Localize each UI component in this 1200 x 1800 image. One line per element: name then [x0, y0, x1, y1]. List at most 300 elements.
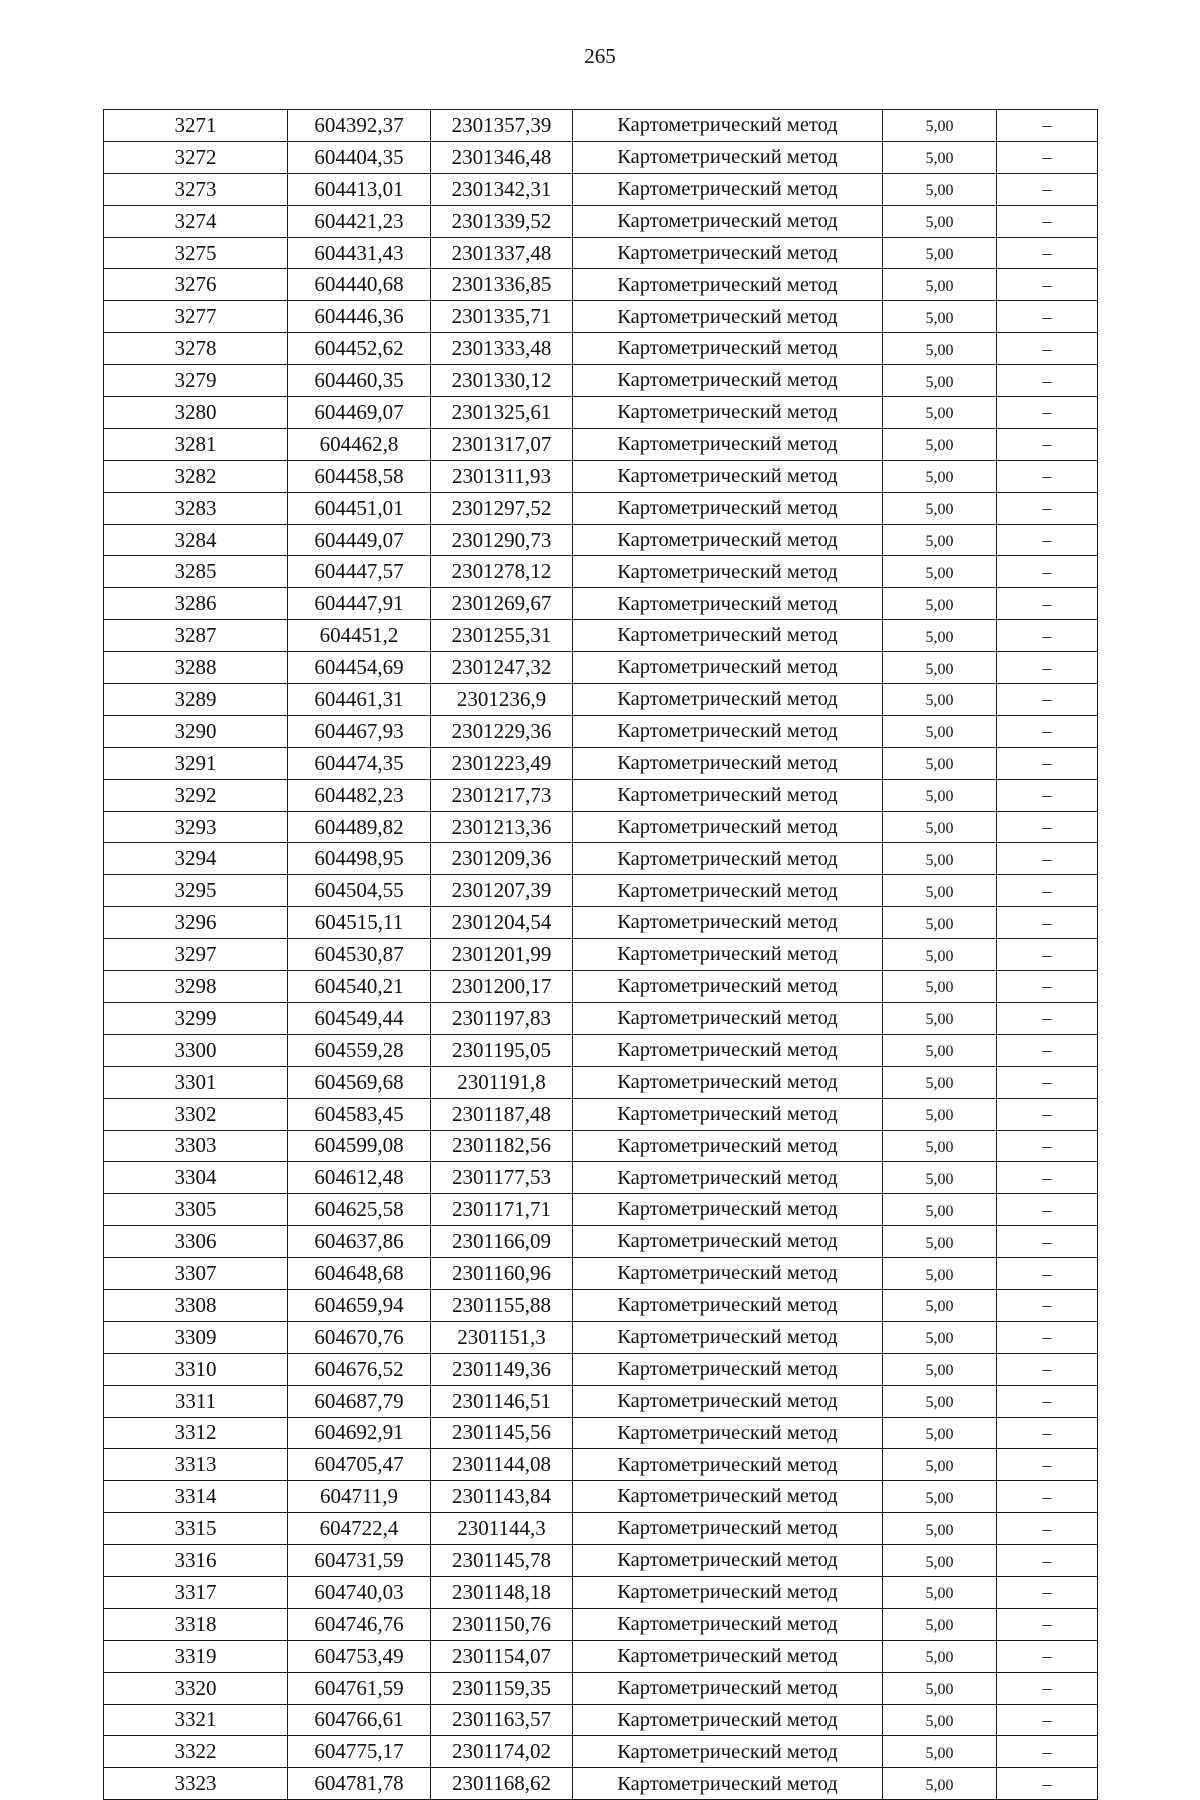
coordinates-table-body — [104, 110, 1098, 1800]
y-coordinate-cell: 2301150,76 — [431, 1608, 573, 1640]
point-number-cell: 3311 — [104, 1385, 288, 1417]
note-cell: – — [997, 1417, 1098, 1449]
x-coordinate-cell: 604687,79 — [288, 1385, 431, 1417]
point-number-cell: 3273 — [104, 173, 288, 205]
note-cell: – — [997, 1736, 1098, 1768]
point-number-cell: 3312 — [104, 1417, 288, 1449]
coordinates-table — [103, 109, 1098, 1800]
point-number-cell: 3305 — [104, 1194, 288, 1226]
y-coordinate-cell: 2301146,51 — [431, 1385, 573, 1417]
x-coordinate-cell: 604413,01 — [288, 173, 431, 205]
method-cell: Картометрический метод — [573, 588, 883, 620]
x-coordinate-cell: 604711,9 — [288, 1481, 431, 1513]
mean-square-error-cell: 5,00 — [883, 1258, 997, 1290]
y-coordinate-cell: 2301159,35 — [431, 1672, 573, 1704]
mean-square-error-cell: 5,00 — [883, 588, 997, 620]
mean-square-error-cell: 5,00 — [883, 715, 997, 747]
point-number-cell: 3289 — [104, 684, 288, 716]
point-number-cell: 3308 — [104, 1289, 288, 1321]
x-coordinate-cell: 604469,07 — [288, 397, 431, 429]
table-row — [104, 1002, 1098, 1034]
y-coordinate-cell: 2301236,9 — [431, 684, 573, 716]
table-row — [104, 1034, 1098, 1066]
table-row — [104, 205, 1098, 237]
method-cell: Картометрический метод — [573, 1449, 883, 1481]
x-coordinate-cell: 604431,43 — [288, 237, 431, 269]
method-cell: Картометрический метод — [573, 141, 883, 173]
x-coordinate-cell: 604753,49 — [288, 1640, 431, 1672]
point-number-cell: 3313 — [104, 1449, 288, 1481]
y-coordinate-cell: 2301160,96 — [431, 1258, 573, 1290]
mean-square-error-cell: 5,00 — [883, 1417, 997, 1449]
y-coordinate-cell: 2301269,67 — [431, 588, 573, 620]
point-number-cell: 3309 — [104, 1321, 288, 1353]
y-coordinate-cell: 2301149,36 — [431, 1353, 573, 1385]
table-row — [104, 110, 1098, 142]
method-cell: Картометрический метод — [573, 907, 883, 939]
y-coordinate-cell: 2301174,02 — [431, 1736, 573, 1768]
y-coordinate-cell: 2301207,39 — [431, 875, 573, 907]
method-cell: Картометрический метод — [573, 1576, 883, 1608]
point-number-cell: 3318 — [104, 1608, 288, 1640]
mean-square-error-cell: 5,00 — [883, 556, 997, 588]
y-coordinate-cell: 2301357,39 — [431, 110, 573, 142]
mean-square-error-cell: 5,00 — [883, 460, 997, 492]
mean-square-error-cell: 5,00 — [883, 1321, 997, 1353]
note-cell: – — [997, 588, 1098, 620]
mean-square-error-cell: 5,00 — [883, 620, 997, 652]
method-cell: Картометрический метод — [573, 269, 883, 301]
table-row — [104, 397, 1098, 429]
note-cell: – — [997, 843, 1098, 875]
mean-square-error-cell: 5,00 — [883, 684, 997, 716]
table-row — [104, 1736, 1098, 1768]
note-cell: – — [997, 556, 1098, 588]
mean-square-error-cell: 5,00 — [883, 1704, 997, 1736]
table-row — [104, 747, 1098, 779]
note-cell: – — [997, 1640, 1098, 1672]
table-row — [104, 1098, 1098, 1130]
mean-square-error-cell: 5,00 — [883, 1768, 997, 1800]
x-coordinate-cell: 604452,62 — [288, 333, 431, 365]
method-cell: Картометрический метод — [573, 1130, 883, 1162]
table-row — [104, 1672, 1098, 1704]
point-number-cell: 3315 — [104, 1513, 288, 1545]
point-number-cell: 3290 — [104, 715, 288, 747]
mean-square-error-cell: 5,00 — [883, 1672, 997, 1704]
y-coordinate-cell: 2301337,48 — [431, 237, 573, 269]
mean-square-error-cell: 5,00 — [883, 971, 997, 1003]
method-cell: Картометрический метод — [573, 939, 883, 971]
table-row — [104, 269, 1098, 301]
mean-square-error-cell: 5,00 — [883, 1385, 997, 1417]
point-number-cell: 3287 — [104, 620, 288, 652]
table-row — [104, 652, 1098, 684]
table-row — [104, 1385, 1098, 1417]
table-row — [104, 1704, 1098, 1736]
y-coordinate-cell: 2301177,53 — [431, 1162, 573, 1194]
note-cell: – — [997, 1321, 1098, 1353]
note-cell: – — [997, 779, 1098, 811]
x-coordinate-cell: 604692,91 — [288, 1417, 431, 1449]
table-row — [104, 1130, 1098, 1162]
mean-square-error-cell: 5,00 — [883, 333, 997, 365]
point-number-cell: 3288 — [104, 652, 288, 684]
y-coordinate-cell: 2301143,84 — [431, 1481, 573, 1513]
y-coordinate-cell: 2301346,48 — [431, 141, 573, 173]
y-coordinate-cell: 2301213,36 — [431, 811, 573, 843]
note-cell: – — [997, 205, 1098, 237]
y-coordinate-cell: 2301336,85 — [431, 269, 573, 301]
table-row — [104, 460, 1098, 492]
x-coordinate-cell: 604404,35 — [288, 141, 431, 173]
table-row — [104, 1289, 1098, 1321]
x-coordinate-cell: 604659,94 — [288, 1289, 431, 1321]
point-number-cell: 3272 — [104, 141, 288, 173]
y-coordinate-cell: 2301163,57 — [431, 1704, 573, 1736]
mean-square-error-cell: 5,00 — [883, 524, 997, 556]
y-coordinate-cell: 2301204,54 — [431, 907, 573, 939]
table-row — [104, 588, 1098, 620]
mean-square-error-cell: 5,00 — [883, 1640, 997, 1672]
point-number-cell: 3276 — [104, 269, 288, 301]
y-coordinate-cell: 2301187,48 — [431, 1098, 573, 1130]
point-number-cell: 3274 — [104, 205, 288, 237]
y-coordinate-cell: 2301209,36 — [431, 843, 573, 875]
table-row — [104, 1608, 1098, 1640]
method-cell: Картометрический метод — [573, 1321, 883, 1353]
point-number-cell: 3314 — [104, 1481, 288, 1513]
note-cell: – — [997, 524, 1098, 556]
y-coordinate-cell: 2301335,71 — [431, 301, 573, 333]
note-cell: – — [997, 939, 1098, 971]
method-cell: Картометрический метод — [573, 1704, 883, 1736]
method-cell: Картометрический метод — [573, 556, 883, 588]
y-coordinate-cell: 2301145,78 — [431, 1545, 573, 1577]
y-coordinate-cell: 2301144,3 — [431, 1513, 573, 1545]
method-cell: Картометрический метод — [573, 684, 883, 716]
method-cell: Картометрический метод — [573, 428, 883, 460]
point-number-cell: 3279 — [104, 365, 288, 397]
mean-square-error-cell: 5,00 — [883, 1098, 997, 1130]
note-cell: – — [997, 1385, 1098, 1417]
note-cell: – — [997, 811, 1098, 843]
method-cell: Картометрический метод — [573, 301, 883, 333]
method-cell: Картометрический метод — [573, 811, 883, 843]
point-number-cell: 3283 — [104, 492, 288, 524]
table-row — [104, 811, 1098, 843]
point-number-cell: 3277 — [104, 301, 288, 333]
table-row — [104, 1545, 1098, 1577]
x-coordinate-cell: 604461,31 — [288, 684, 431, 716]
note-cell: – — [997, 1704, 1098, 1736]
y-coordinate-cell: 2301229,36 — [431, 715, 573, 747]
note-cell: – — [997, 110, 1098, 142]
mean-square-error-cell: 5,00 — [883, 237, 997, 269]
y-coordinate-cell: 2301200,17 — [431, 971, 573, 1003]
table-row — [104, 428, 1098, 460]
y-coordinate-cell: 2301339,52 — [431, 205, 573, 237]
table-row — [104, 1576, 1098, 1608]
note-cell: – — [997, 237, 1098, 269]
table-row — [104, 779, 1098, 811]
note-cell: – — [997, 1353, 1098, 1385]
table-row — [104, 1640, 1098, 1672]
note-cell: – — [997, 333, 1098, 365]
x-coordinate-cell: 604467,93 — [288, 715, 431, 747]
note-cell: – — [997, 1098, 1098, 1130]
y-coordinate-cell: 2301182,56 — [431, 1130, 573, 1162]
mean-square-error-cell: 5,00 — [883, 1130, 997, 1162]
mean-square-error-cell: 5,00 — [883, 907, 997, 939]
point-number-cell: 3294 — [104, 843, 288, 875]
note-cell: – — [997, 907, 1098, 939]
point-number-cell: 3302 — [104, 1098, 288, 1130]
note-cell: – — [997, 1002, 1098, 1034]
x-coordinate-cell: 604549,44 — [288, 1002, 431, 1034]
mean-square-error-cell: 5,00 — [883, 779, 997, 811]
x-coordinate-cell: 604498,95 — [288, 843, 431, 875]
method-cell: Картометрический метод — [573, 1034, 883, 1066]
x-coordinate-cell: 604775,17 — [288, 1736, 431, 1768]
table-row — [104, 173, 1098, 205]
point-number-cell: 3292 — [104, 779, 288, 811]
point-number-cell: 3280 — [104, 397, 288, 429]
x-coordinate-cell: 604530,87 — [288, 939, 431, 971]
point-number-cell: 3304 — [104, 1162, 288, 1194]
point-number-cell: 3301 — [104, 1066, 288, 1098]
note-cell: – — [997, 1576, 1098, 1608]
point-number-cell: 3286 — [104, 588, 288, 620]
method-cell: Картометрический метод — [573, 365, 883, 397]
x-coordinate-cell: 604460,35 — [288, 365, 431, 397]
mean-square-error-cell: 5,00 — [883, 110, 997, 142]
y-coordinate-cell: 2301201,99 — [431, 939, 573, 971]
mean-square-error-cell: 5,00 — [883, 141, 997, 173]
mean-square-error-cell: 5,00 — [883, 1194, 997, 1226]
x-coordinate-cell: 604761,59 — [288, 1672, 431, 1704]
mean-square-error-cell: 5,00 — [883, 1736, 997, 1768]
mean-square-error-cell: 5,00 — [883, 397, 997, 429]
x-coordinate-cell: 604440,68 — [288, 269, 431, 301]
table-row — [104, 524, 1098, 556]
table-row — [104, 971, 1098, 1003]
table-row — [104, 843, 1098, 875]
note-cell: – — [997, 620, 1098, 652]
y-coordinate-cell: 2301223,49 — [431, 747, 573, 779]
point-number-cell: 3306 — [104, 1226, 288, 1258]
x-coordinate-cell: 604504,55 — [288, 875, 431, 907]
mean-square-error-cell: 5,00 — [883, 1545, 997, 1577]
point-number-cell: 3285 — [104, 556, 288, 588]
mean-square-error-cell: 5,00 — [883, 1162, 997, 1194]
note-cell: – — [997, 365, 1098, 397]
table-row — [104, 1353, 1098, 1385]
y-coordinate-cell: 2301171,71 — [431, 1194, 573, 1226]
y-coordinate-cell: 2301311,93 — [431, 460, 573, 492]
note-cell: – — [997, 1545, 1098, 1577]
mean-square-error-cell: 5,00 — [883, 939, 997, 971]
mean-square-error-cell: 5,00 — [883, 1353, 997, 1385]
table-row — [104, 1321, 1098, 1353]
method-cell: Картометрический метод — [573, 1002, 883, 1034]
point-number-cell: 3275 — [104, 237, 288, 269]
x-coordinate-cell: 604637,86 — [288, 1226, 431, 1258]
table-row — [104, 237, 1098, 269]
mean-square-error-cell: 5,00 — [883, 1034, 997, 1066]
note-cell: – — [997, 1449, 1098, 1481]
x-coordinate-cell: 604766,61 — [288, 1704, 431, 1736]
y-coordinate-cell: 2301145,56 — [431, 1417, 573, 1449]
table-row — [104, 907, 1098, 939]
note-cell: – — [997, 971, 1098, 1003]
y-coordinate-cell: 2301144,08 — [431, 1449, 573, 1481]
note-cell: – — [997, 684, 1098, 716]
x-coordinate-cell: 604599,08 — [288, 1130, 431, 1162]
point-number-cell: 3321 — [104, 1704, 288, 1736]
mean-square-error-cell: 5,00 — [883, 843, 997, 875]
table-row — [104, 1194, 1098, 1226]
mean-square-error-cell: 5,00 — [883, 1608, 997, 1640]
x-coordinate-cell: 604451,2 — [288, 620, 431, 652]
note-cell: – — [997, 269, 1098, 301]
note-cell: – — [997, 428, 1098, 460]
table-row — [104, 333, 1098, 365]
x-coordinate-cell: 604569,68 — [288, 1066, 431, 1098]
method-cell: Картометрический метод — [573, 779, 883, 811]
x-coordinate-cell: 604458,58 — [288, 460, 431, 492]
point-number-cell: 3323 — [104, 1768, 288, 1800]
mean-square-error-cell: 5,00 — [883, 652, 997, 684]
table-row — [104, 1481, 1098, 1513]
note-cell: – — [997, 1226, 1098, 1258]
method-cell: Картометрический метод — [573, 1640, 883, 1672]
table-row — [104, 875, 1098, 907]
method-cell: Картометрический метод — [573, 1194, 883, 1226]
point-number-cell: 3320 — [104, 1672, 288, 1704]
y-coordinate-cell: 2301195,05 — [431, 1034, 573, 1066]
table-row — [104, 1258, 1098, 1290]
method-cell: Картометрический метод — [573, 1417, 883, 1449]
method-cell: Картометрический метод — [573, 1736, 883, 1768]
x-coordinate-cell: 604454,69 — [288, 652, 431, 684]
method-cell: Картометрический метод — [573, 1098, 883, 1130]
note-cell: – — [997, 1768, 1098, 1800]
x-coordinate-cell: 604449,07 — [288, 524, 431, 556]
x-coordinate-cell: 604446,36 — [288, 301, 431, 333]
x-coordinate-cell: 604462,8 — [288, 428, 431, 460]
y-coordinate-cell: 2301217,73 — [431, 779, 573, 811]
mean-square-error-cell: 5,00 — [883, 1576, 997, 1608]
y-coordinate-cell: 2301197,83 — [431, 1002, 573, 1034]
x-coordinate-cell: 604781,78 — [288, 1768, 431, 1800]
point-number-cell: 3282 — [104, 460, 288, 492]
method-cell: Картометрический метод — [573, 1608, 883, 1640]
table-row — [104, 365, 1098, 397]
point-number-cell: 3278 — [104, 333, 288, 365]
x-coordinate-cell: 604447,57 — [288, 556, 431, 588]
x-coordinate-cell: 604746,76 — [288, 1608, 431, 1640]
method-cell: Картометрический метод — [573, 1672, 883, 1704]
table-row — [104, 492, 1098, 524]
note-cell: – — [997, 301, 1098, 333]
y-coordinate-cell: 2301325,61 — [431, 397, 573, 429]
note-cell: – — [997, 1672, 1098, 1704]
table-row — [104, 1768, 1098, 1800]
mean-square-error-cell: 5,00 — [883, 1289, 997, 1321]
mean-square-error-cell: 5,00 — [883, 492, 997, 524]
x-coordinate-cell: 604731,59 — [288, 1545, 431, 1577]
mean-square-error-cell: 5,00 — [883, 1066, 997, 1098]
method-cell: Картометрический метод — [573, 875, 883, 907]
point-number-cell: 3291 — [104, 747, 288, 779]
table-row — [104, 141, 1098, 173]
y-coordinate-cell: 2301342,31 — [431, 173, 573, 205]
mean-square-error-cell: 5,00 — [883, 1481, 997, 1513]
method-cell: Картометрический метод — [573, 205, 883, 237]
y-coordinate-cell: 2301290,73 — [431, 524, 573, 556]
x-coordinate-cell: 604670,76 — [288, 1321, 431, 1353]
x-coordinate-cell: 604447,91 — [288, 588, 431, 620]
x-coordinate-cell: 604648,68 — [288, 1258, 431, 1290]
method-cell: Картометрический метод — [573, 747, 883, 779]
point-number-cell: 3322 — [104, 1736, 288, 1768]
method-cell: Картометрический метод — [573, 460, 883, 492]
method-cell: Картометрический метод — [573, 1545, 883, 1577]
x-coordinate-cell: 604740,03 — [288, 1576, 431, 1608]
y-coordinate-cell: 2301317,07 — [431, 428, 573, 460]
x-coordinate-cell: 604392,37 — [288, 110, 431, 142]
note-cell: – — [997, 715, 1098, 747]
note-cell: – — [997, 1608, 1098, 1640]
mean-square-error-cell: 5,00 — [883, 173, 997, 205]
method-cell: Картометрический метод — [573, 1162, 883, 1194]
mean-square-error-cell: 5,00 — [883, 428, 997, 460]
method-cell: Картометрический метод — [573, 492, 883, 524]
method-cell: Картометрический метод — [573, 1385, 883, 1417]
note-cell: – — [997, 1481, 1098, 1513]
method-cell: Картометрический метод — [573, 652, 883, 684]
method-cell: Картометрический метод — [573, 1066, 883, 1098]
method-cell: Картометрический метод — [573, 843, 883, 875]
y-coordinate-cell: 2301155,88 — [431, 1289, 573, 1321]
mean-square-error-cell: 5,00 — [883, 301, 997, 333]
y-coordinate-cell: 2301151,3 — [431, 1321, 573, 1353]
point-number-cell: 3316 — [104, 1545, 288, 1577]
y-coordinate-cell: 2301333,48 — [431, 333, 573, 365]
table-row — [104, 620, 1098, 652]
note-cell: – — [997, 747, 1098, 779]
x-coordinate-cell: 604474,35 — [288, 747, 431, 779]
table-row — [104, 1066, 1098, 1098]
point-number-cell: 3284 — [104, 524, 288, 556]
method-cell: Картометрический метод — [573, 715, 883, 747]
x-coordinate-cell: 604451,01 — [288, 492, 431, 524]
note-cell: – — [997, 141, 1098, 173]
point-number-cell: 3317 — [104, 1576, 288, 1608]
table-row — [104, 1162, 1098, 1194]
point-number-cell: 3298 — [104, 971, 288, 1003]
table-row — [104, 556, 1098, 588]
method-cell: Картометрический метод — [573, 397, 883, 429]
point-number-cell: 3300 — [104, 1034, 288, 1066]
note-cell: – — [997, 1194, 1098, 1226]
method-cell: Картометрический метод — [573, 110, 883, 142]
table-row — [104, 1226, 1098, 1258]
x-coordinate-cell: 604705,47 — [288, 1449, 431, 1481]
method-cell: Картометрический метод — [573, 173, 883, 205]
x-coordinate-cell: 604612,48 — [288, 1162, 431, 1194]
